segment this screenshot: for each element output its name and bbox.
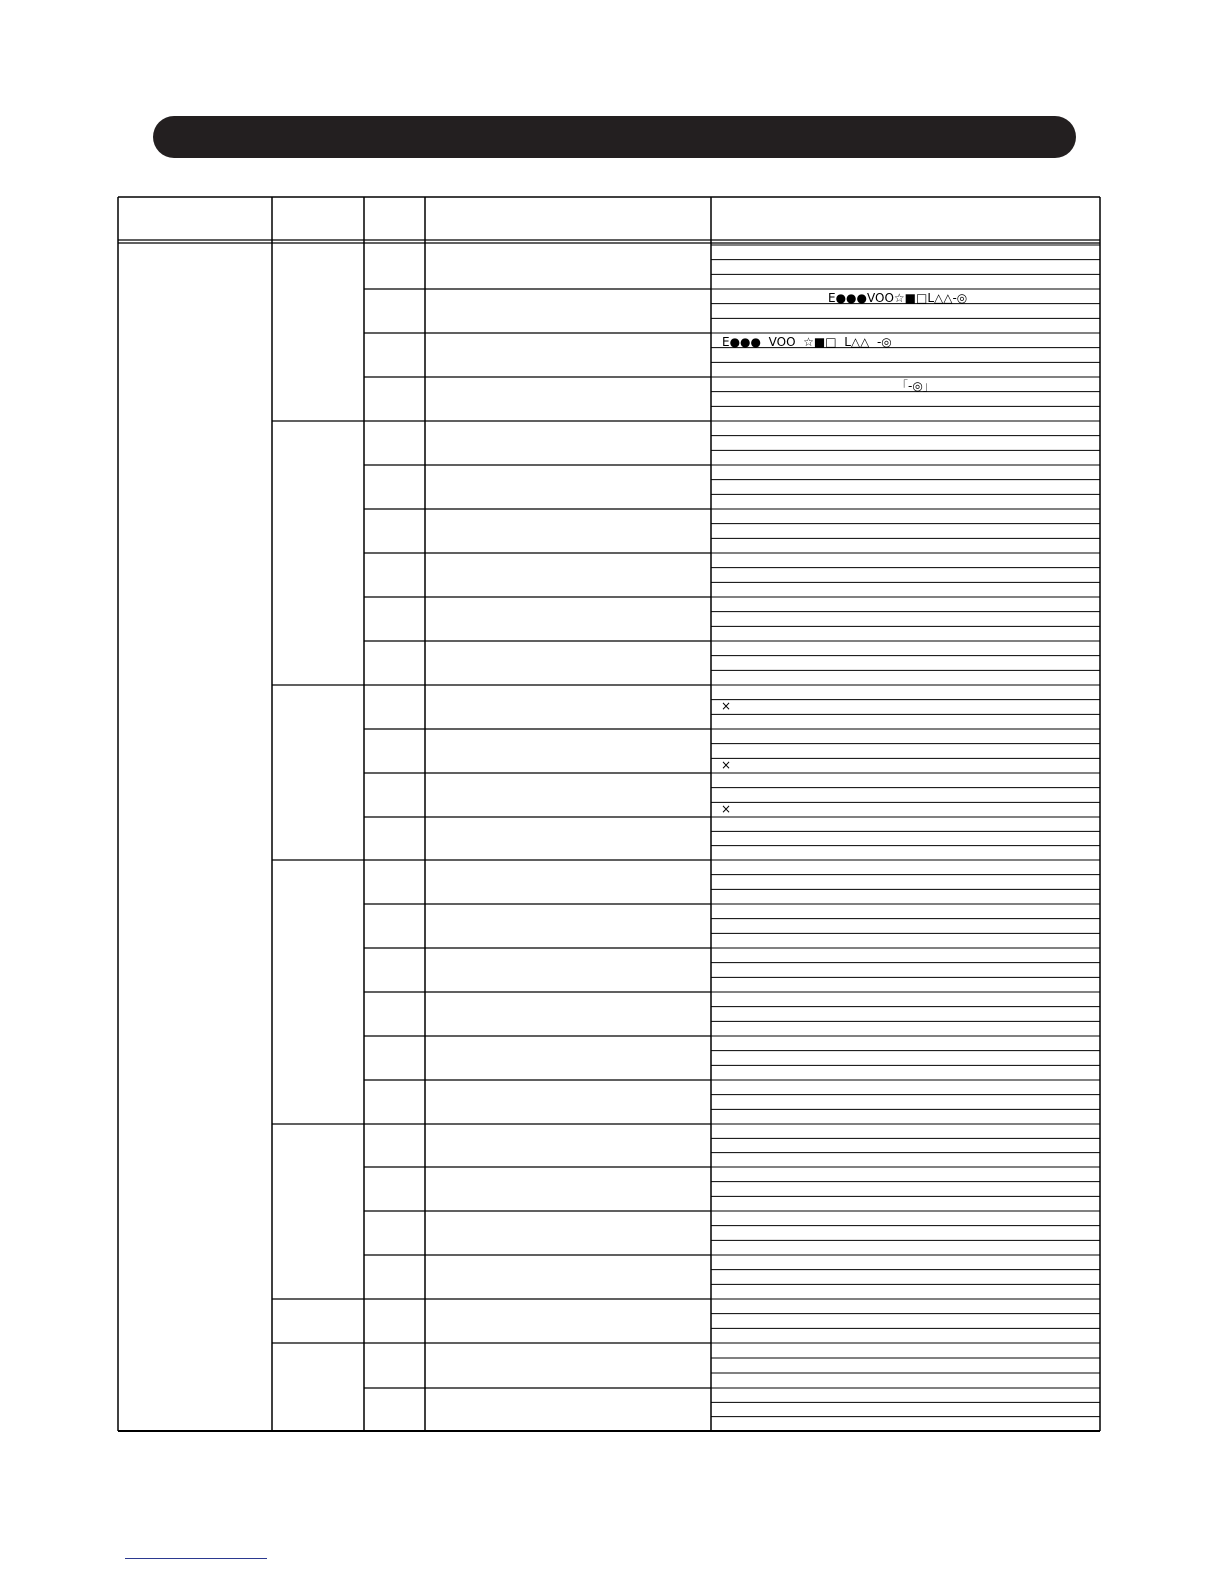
cross-mark: × bbox=[721, 699, 732, 713]
section-title-bar bbox=[153, 116, 1076, 158]
footer-link-underline[interactable] bbox=[125, 1558, 267, 1559]
mode-symbols-row: E●●● VOO ☆■□ L△△ -◎ bbox=[722, 335, 892, 349]
mode-symbols-row: E●●●VOO☆■□L△△-◎ bbox=[828, 291, 968, 305]
cross-mark: × bbox=[721, 758, 732, 772]
mode-symbol-bracket: 「-◎」 bbox=[896, 379, 935, 393]
cross-mark: × bbox=[721, 802, 732, 816]
table-grid bbox=[118, 197, 1100, 1431]
